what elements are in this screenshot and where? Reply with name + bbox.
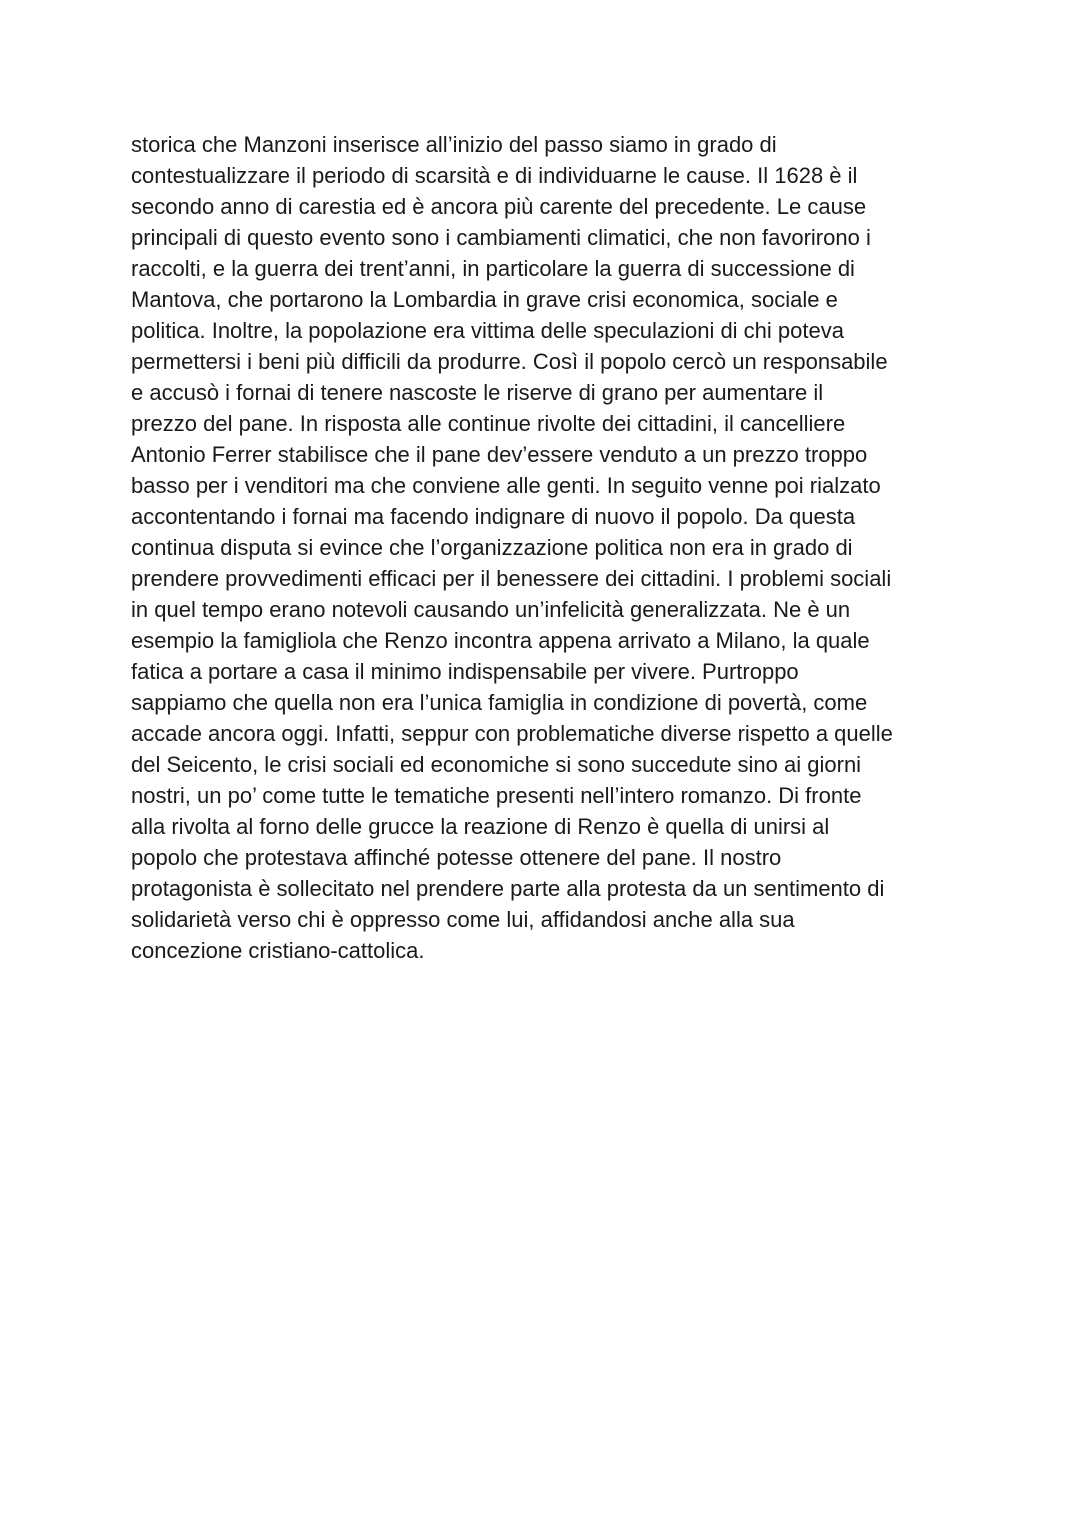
text-line: secondo anno di carestia ed è ancora più carente del precedente. Le cause (131, 194, 867, 219)
text-line: e accusò i fornai di tenere nascoste le riserve di grano per aumentare il (131, 380, 824, 405)
text-line: accontentando i fornai ma facendo indignare di nuovo il popolo. Da questa (131, 504, 856, 529)
text-line: Mantova, che portarono la Lombardia in grave crisi economica, sociale e (131, 287, 838, 312)
text-line: politica. Inoltre, la popolazione era vittima delle speculazioni di chi poteva (131, 318, 844, 343)
text-line: in quel tempo erano notevoli causando un’infelicità generalizzata. Ne è un (131, 597, 851, 622)
text-line: permettersi i beni più difficili da produrre. Così il popolo cercò un responsabile (131, 349, 888, 374)
text-line: accade ancora oggi. Infatti, seppur con problematiche diverse rispetto a quelle (131, 721, 893, 746)
text-line: esempio la famigliola che Renzo incontra appena arrivato a Milano, la quale (131, 628, 870, 653)
text-line: del Seicento, le crisi sociali ed economiche si sono succedute sino ai giorni (131, 752, 862, 777)
text-line: popolo che protestava affinché potesse ottenere del pane. Il nostro (131, 845, 782, 870)
text-line: concezione cristiano-cattolica. (131, 938, 425, 963)
text-line: fatica a portare a casa il minimo indispensabile per vivere. Purtroppo (131, 659, 799, 684)
text-line: contestualizzare il periodo di scarsità e di individuarne le cause. Il 1628 è il (131, 163, 858, 188)
text-line: continua disputa si evince che l’organizzazione politica non era in grado di (131, 535, 853, 560)
text-line: protagonista è sollecitato nel prendere parte alla protesta da un sentimento di (131, 876, 885, 901)
text-line: alla rivolta al forno delle grucce la reazione di Renzo è quella di unirsi al (131, 814, 830, 839)
body-paragraph (131, 129, 961, 966)
text-line: prendere provvedimenti efficaci per il benessere dei cittadini. I problemi sociali (131, 566, 892, 591)
text-line: nostri, un po’ come tutte le tematiche presenti nell’intero romanzo. Di fronte (131, 783, 862, 808)
text-line: sappiamo che quella non era l’unica famiglia in condizione di povertà, come (131, 690, 868, 715)
text-line: principali di questo evento sono i cambiamenti climatici, che non favorirono i (131, 225, 871, 250)
text-line: Antonio Ferrer stabilisce che il pane dev’essere venduto a un prezzo troppo (131, 442, 868, 467)
text-line: basso per i venditori ma che conviene alle genti. In seguito venne poi rialzato (131, 473, 881, 498)
text-line: storica che Manzoni inserisce all’inizio del passo siamo in grado di (131, 132, 777, 157)
text-line: solidarietà verso chi è oppresso come lui, affidandosi anche alla sua (131, 907, 795, 932)
text-line: prezzo del pane. In risposta alle continue rivolte dei cittadini, il cancelliere (131, 411, 846, 436)
text-line: raccolti, e la guerra dei trent’anni, in particolare la guerra di successione di (131, 256, 855, 281)
